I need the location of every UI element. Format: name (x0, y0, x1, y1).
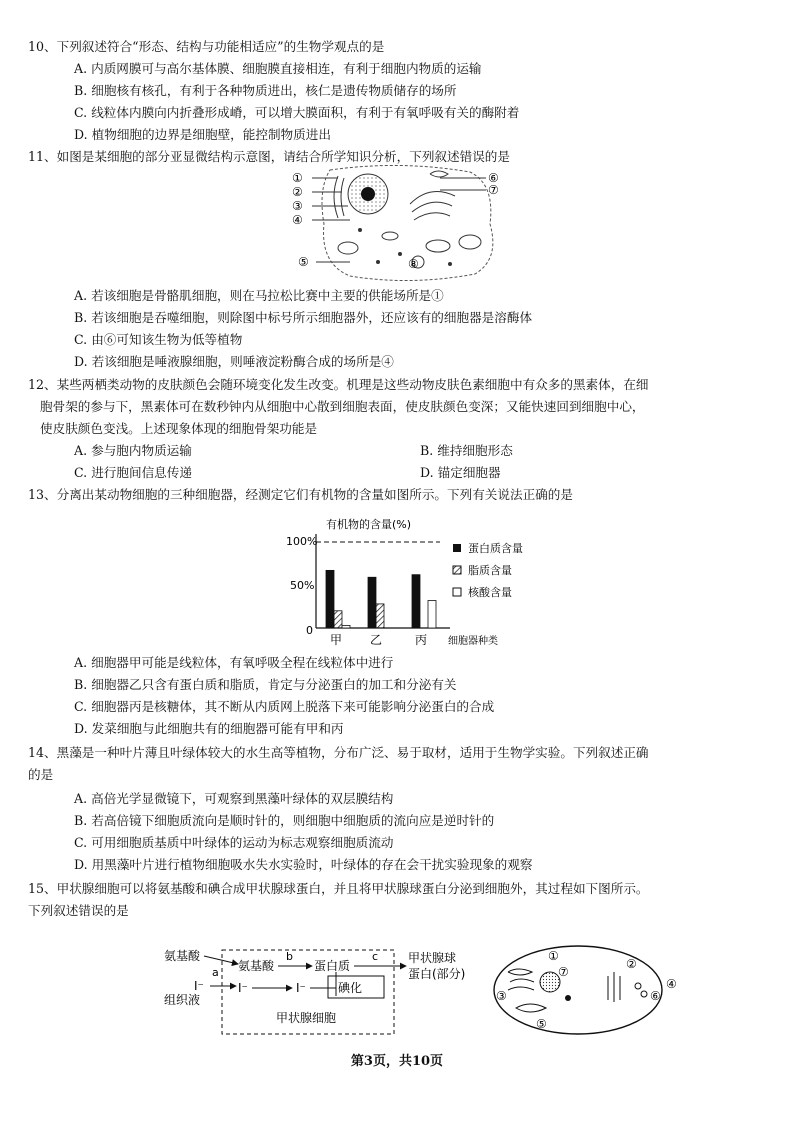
q14-stem-line-2: 的是 (28, 767, 54, 782)
q12-option-c: C. 进行胞间信息传递 (74, 465, 192, 480)
organelle-content-chart (270, 514, 560, 652)
q14-option-a: A. 高倍光学显微镜下，可观察到黑藻叶绿体的双层膜结构 (74, 791, 394, 806)
q10-option-a: A. 内质网膜可与高尔基体膜、细胞膜直接相连，有利于细胞内物质的运输 (74, 61, 482, 76)
label-c: c (372, 950, 379, 963)
bar-1-1 (376, 604, 384, 628)
q11-stem: 11、如图是某细胞的部分亚显微结构示意图，请结合所学知识分析，下列叙述错误的是 (28, 149, 510, 164)
bar-0-0 (326, 570, 334, 628)
cell-label-7: ⑦ (558, 965, 569, 979)
q11-option-a: A. 若该细胞是骨骼肌细胞，则在马拉松比赛中主要的供能场所是① (74, 288, 444, 303)
bar-0-2 (342, 625, 350, 628)
label-1: ① (292, 171, 303, 185)
iodide-outside: I⁻ (194, 979, 204, 993)
cell-label-6: ⑥ (650, 989, 661, 1003)
label-8: ⑧ (408, 257, 419, 271)
label-3: ③ (292, 199, 303, 213)
category-bing: 丙 (415, 633, 428, 647)
bar-2-2 (428, 600, 436, 628)
legend-swatch-protein (453, 544, 461, 552)
cell-label-4: ④ (666, 977, 677, 991)
category-yi: 乙 (370, 633, 383, 647)
q14-option-b: B. 若高倍镜下细胞质流向是顺时针的，则细胞中细胞质的流向应是逆时针的 (74, 813, 495, 828)
protein: 蛋白质 (314, 959, 351, 973)
bar-0-1 (334, 611, 342, 628)
legend-protein: 蛋白质含量 (468, 542, 523, 555)
legend-swatch-lipid (453, 566, 461, 574)
iodination: 碘化 (338, 981, 363, 995)
cell-label-2: ② (626, 957, 637, 971)
product-line-2: 蛋白(部分) (408, 967, 466, 981)
q12-stem-line-1: 12、某些两栖类动物的皮肤颜色会随环境变化发生改变。机理是这些动物皮肤色素细胞中有众多的黑素体，在细 (28, 377, 649, 392)
chart-x-label: 细胞器种类 (448, 636, 498, 647)
ytick-100: 100% (286, 535, 318, 548)
thyroid-flow-diagram (160, 936, 480, 1036)
amino-outside: 氨基酸 (164, 949, 201, 963)
label-2: ② (292, 185, 303, 199)
cell-ultrastructure-diagram (290, 164, 520, 286)
q13-option-c: C. 细胞器丙是核糖体，其不断从内质网上脱落下来可能影响分泌蛋白的合成 (74, 699, 495, 714)
q15-stem-line-1: 15、甲状腺细胞可以将氨基酸和碘合成甲状腺球蛋白，并且将甲状腺球蛋白分泌到细胞外，其过程如下图所示。 (28, 881, 649, 896)
legend-swatch-nucleic (453, 588, 461, 596)
q10-option-d: D. 植物细胞的边界是细胞壁，能控制物质进出 (74, 127, 331, 142)
iodide-inside-2: I⁻ (296, 981, 306, 995)
q14-stem-line-1: 14、黑藻是一种叶片薄且叶绿体较大的水生高等植物，分布广泛、易于取材，适用于生物学实验。下列叙述正确 (28, 745, 649, 760)
iodide-inside-1: I⁻ (238, 981, 248, 995)
q11-option-b: B. 若该细胞是吞噬细胞，则除图中标号所示细胞器外，还应该有的细胞器是溶酶体 (74, 310, 533, 325)
ytick-50: 50% (290, 579, 315, 592)
legend-lipid: 脂质含量 (468, 564, 512, 577)
thyroid-cell-diagram (488, 942, 688, 1038)
label-4: ④ (292, 213, 303, 227)
cell-label-5: ⑤ (536, 1017, 547, 1031)
q12-option-a: A. 参与胞内物质运输 (74, 443, 192, 458)
cell-label-1: ① (548, 949, 559, 963)
tissue-fluid: 组织液 (164, 993, 201, 1007)
q11-option-c: C. 由⑥可知该生物为低等植物 (74, 332, 243, 347)
product-line-1: 甲状腺球 (408, 951, 457, 965)
legend-nucleic: 核酸含量 (468, 586, 512, 599)
label-a: a (212, 966, 219, 979)
page-footer: 第3页，共10页 (350, 1054, 444, 1069)
label-5: ⑤ (298, 255, 309, 269)
q12-option-b: B. 维持细胞形态 (420, 443, 513, 458)
bar-2-0 (412, 575, 420, 628)
q15-stem-line-2: 下列叙述错误的是 (28, 903, 129, 918)
bar-1-0 (368, 577, 376, 628)
q13-option-b: B. 细胞器乙只含有蛋白质和脂质，肯定与分泌蛋白的加工和分泌有关 (74, 677, 457, 692)
q13-stem: 13、分离出某动物细胞的三种细胞器，经测定它们有机物的含量如图所示。下列有关说法正确的是 (28, 487, 573, 502)
label-6: ⑥ (488, 171, 499, 185)
cell-label-3: ③ (496, 989, 507, 1003)
q10-option-c: C. 线粒体内膜向内折叠形成嵴，可以增大膜面积，有利于有氧呼吸有关的酶附着 (74, 105, 520, 120)
category-jia: 甲 (330, 633, 343, 647)
q10-stem: 10、下列叙述符合“形态、结构与功能相适应”的生物学观点的是 (28, 39, 385, 54)
chart-y-label: 有机物的含量(%) (326, 518, 412, 531)
label-b: b (286, 950, 293, 963)
q14-option-d: D. 用黑藻叶片进行植物细胞吸水失水实验时，叶绿体的存在会干扰实验现象的观察 (74, 857, 533, 872)
q12-stem-line-3: 使皮肤颜色变浅。上述现象体现的细胞骨架功能是 (40, 421, 318, 436)
q10-option-b: B. 细胞核有核孔，有利于各种物质进出，核仁是遗传物质储存的场所 (74, 83, 457, 98)
q12-stem-line-2: 胞骨架的参与下，黑素体可在数秒钟内从细胞中心散到细胞表面，使皮肤颜色变深；又能快速回到细胞中心， (40, 399, 645, 414)
amino-inside: 氨基酸 (238, 959, 275, 973)
ytick-0: 0 (306, 624, 313, 637)
q13-option-d: D. 发菜细胞与此细胞共有的细胞器可能有甲和丙 (74, 721, 344, 736)
q12-option-d: D. 锚定细胞器 (420, 465, 501, 480)
cell-label: 甲状腺细胞 (276, 1011, 337, 1025)
q13-option-a: A. 细胞器甲可能是线粒体，有氧呼吸全程在线粒体中进行 (74, 655, 394, 670)
q11-option-d: D. 若该细胞是唾液腺细胞，则唾液淀粉酶合成的场所是④ (74, 354, 394, 369)
q14-option-c: C. 可用细胞质基质中叶绿体的运动为标志观察细胞质流动 (74, 835, 394, 850)
label-7: ⑦ (488, 183, 499, 197)
